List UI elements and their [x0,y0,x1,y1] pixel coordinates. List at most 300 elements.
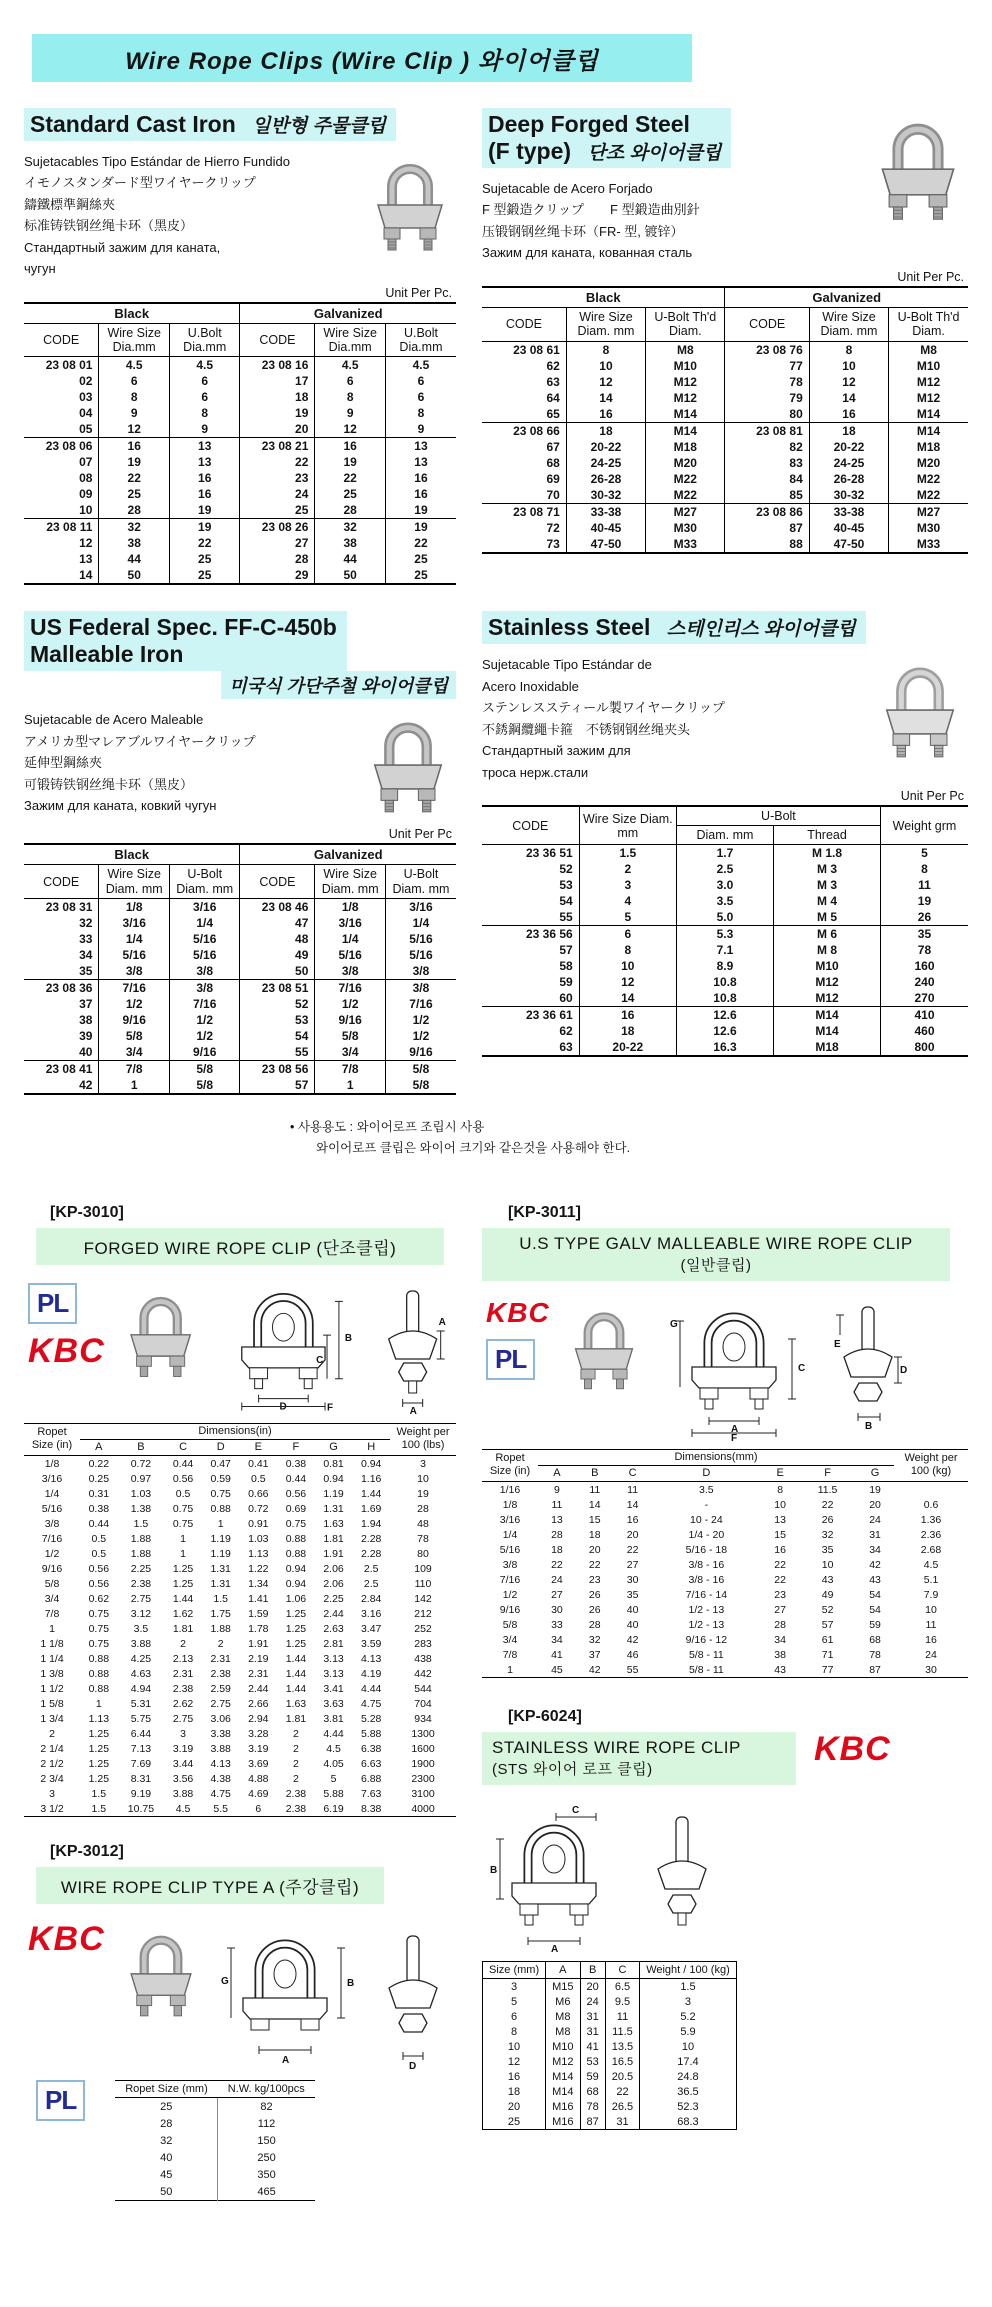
text-line: троса нерж.стали [482,764,589,780]
table-cell: 26 [880,909,968,926]
table-cell: 4.5 [169,357,240,374]
table-cell: 73 [546,536,560,551]
table-row [24,1077,456,1094]
kp-code-label: [KP-6024] [508,1708,582,1725]
table-row [24,1546,456,1561]
table-cell: 6 [579,926,676,943]
table-cell: 3 [49,1787,55,1800]
table-cell: 1.03 [248,1532,269,1545]
table-cell: 1/4 - 20 [688,1528,725,1541]
table-cell: 10.8 [676,974,773,990]
table-cell: 0.97 [130,1472,152,1485]
table-body [482,1482,968,1678]
table-cell: 3/16 [385,899,456,916]
table-cell: 9/16 [99,1012,170,1028]
table-cell: 5/16 [385,947,456,963]
table-cell: 24-25 [566,455,645,471]
table-cell: M15 [546,1979,580,1995]
table-cell: 1.91 [323,1547,344,1560]
row-bottom [24,1186,968,2201]
table-cell: 26-28 [809,471,888,487]
table-cell: 1900 [411,1757,435,1770]
dim-letter: D [202,1439,240,1455]
table-cell: 32 [588,1633,601,1646]
table-cell: 18 [240,389,315,405]
table-cell: 24 [240,486,315,502]
table-cell: 3.56 [172,1772,194,1785]
col-header-ubolt: U-Bolt [676,806,880,826]
table-cell: 1 [217,1517,224,1530]
table-cell: 55 [559,910,573,924]
table-cell: 10 [579,958,676,974]
table-head [483,1962,737,1979]
section-kp3010 [24,1204,456,1817]
table-cell: M22 [646,471,725,487]
table-cell: M 5 [774,909,881,926]
dim-letter: H [352,1439,390,1455]
table-cell: 1.88 [130,1532,152,1545]
table-cell: M 4 [774,893,881,909]
col-header: U-Bolt Diam. mm [385,865,456,899]
table-cell: 38 [79,1013,93,1028]
table-cell: 38 [99,535,170,551]
table-row [24,1711,456,1726]
table-cell: 32 [315,519,386,536]
table-row [483,2099,737,2114]
table-cell: 16 [315,438,386,455]
col-header: U-Bolt Th'd Diam. [889,307,968,341]
table-cell: 1.36 [920,1513,942,1526]
table-cell: 68 [546,455,560,470]
text-line: 标准铸铁钢丝绳卡环（黑皮） [24,218,194,234]
table-row [482,358,968,374]
table-cell: 2.84 [360,1592,382,1605]
dim-label: F [326,1402,334,1414]
table-cell: 1.25 [285,1622,307,1635]
table-cell: 20 [626,1528,639,1541]
table-row [482,471,968,487]
table-cell: 16 [169,470,240,486]
section-title-ko: 미국식 가단주철 와이어클립 [221,671,456,699]
table-cell: 23 08 16 [240,357,315,374]
table-row [482,406,968,423]
table-cell: 24 [551,1573,563,1586]
table-cell: 68.3 [640,2114,737,2130]
table-row [24,470,456,486]
unit-label: Unit Per Pc [388,827,452,842]
table-cell: 3/16 [99,915,170,931]
table-cell: 3.13 [323,1652,344,1665]
table-cell: 25 [169,551,240,567]
table-cell: 7/8 [99,1061,170,1078]
col-header: U.Bolt Dia.mm [169,323,240,357]
table-cell: 19 [99,454,170,470]
col-header: Wire Size Dia.mm [99,323,170,357]
table-cell: 12.6 [676,1007,773,1024]
table-cell: 9/16 - 12 [685,1633,728,1646]
table-cell: 3.13 [323,1667,344,1680]
stainless-steel-table [482,805,968,1057]
table-cell: 0.66 [248,1487,269,1500]
kp3011-figures [486,1296,964,1441]
text-line: アメリカ型マレアブルワイヤークリップ [24,733,256,749]
table-cell: 12 [507,2055,521,2068]
table-cell: 3.19 [172,1742,194,1755]
dimension-diagram-front [217,1922,367,2072]
table-cell: 1/2 [99,996,170,1012]
dim-label: D [408,2061,416,2072]
table-cell: 69 [546,471,560,486]
table-cell: 8.9 [676,958,773,974]
table-cell: 12 [579,974,676,990]
table-row [24,1061,456,1078]
table-cell: 16 [809,406,888,423]
table-cell: 24 [925,1648,937,1661]
table-row [482,893,968,909]
dim-label: B [490,1865,498,1876]
table-row [24,1591,456,1606]
table-row [24,1516,456,1531]
table-cell: 23 08 61 [513,342,560,357]
table-cell: 1/8 [99,899,170,916]
table-cell: 5/16 [99,947,170,963]
table-row [24,551,456,567]
table-row [115,2115,315,2132]
table-cell: 5.9 [640,2024,737,2039]
table-cell: 10 [507,2040,521,2053]
table-cell: 59 [559,975,573,989]
table-cell: 3.06 [210,1712,231,1725]
dim-letter: C [164,1439,202,1455]
table-row [482,861,968,877]
table-cell: 5 [579,909,676,926]
table-cell: 5.0 [676,909,773,926]
table-cell: 0.75 [210,1487,231,1500]
text-line: Sujetacable de Acero Forjado [482,181,653,196]
table-cell: 1.5 [133,1517,149,1530]
dim-letter: C [614,1465,652,1481]
table-cell: 10 [79,503,93,518]
table-cell: 18 [579,1023,676,1039]
table-row [24,1028,456,1044]
table-cell: 20 [240,421,315,438]
table-row [482,439,968,455]
table-row [482,990,968,1007]
table-cell: 38 [774,1648,786,1661]
table-cell: 1.81 [323,1532,344,1545]
dim-letter: A [538,1465,576,1481]
table-cell: 3/4 [99,1044,170,1061]
table-body [115,2098,315,2201]
dim-label: C [797,1362,805,1374]
table-cell: 2.31 [248,1667,269,1680]
section-title-ko: 일반형 주물클립 [252,116,386,137]
table-cell: 9 [169,421,240,438]
table-cell: 544 [414,1682,432,1695]
table-cell: 0.75 [172,1517,194,1530]
table-cell: 7/16 - 14 [685,1588,728,1601]
section-description [482,654,968,783]
table-cell: 3 [180,1727,186,1740]
dim-letter: E [239,1439,277,1455]
pl-logo [28,1283,77,1324]
table-row [482,1602,968,1617]
table-cell: 0.88 [285,1532,307,1545]
table-cell: 0.88 [210,1502,231,1515]
table-cell: 16 [579,1007,676,1024]
table-cell: 12 [79,536,93,551]
kp-code-label: [KP-3011] [508,1203,581,1221]
table-cell: 0.56 [88,1562,110,1575]
table-cell: 22 [588,1558,601,1571]
table-cell: 1.88 [210,1622,231,1635]
table-cell: 6.5 [605,1979,639,1995]
table-cell: 5/16 [169,931,240,947]
table-cell: 270 [880,990,968,1007]
table-cell: 2 [579,861,676,877]
table-cell: M 6 [774,926,881,943]
table-cell: 8 [99,389,170,405]
table-cell: 31 [580,2009,605,2024]
table-row [482,1039,968,1056]
table-body [482,845,968,1057]
table-cell: 0.75 [285,1517,307,1530]
table-row [24,421,456,438]
table-cell: 1.25 [172,1562,194,1575]
dim-label: A [551,1944,559,1953]
table-row [482,1023,968,1039]
table-cell: 45 [160,2168,173,2181]
table-row [482,958,968,974]
col-header-size: Ropet Size (in) [482,1449,538,1481]
table-row [482,503,968,520]
table-cell: 5.5 [213,1802,228,1815]
table-cell: 1.13 [88,1712,110,1725]
table-cell: 1.63 [285,1697,307,1710]
table-cell: 14 [809,390,888,406]
section-title-en: Standard Cast Iron [30,111,236,137]
table-cell: 2 [293,1742,299,1755]
table-cell: 1.25 [88,1757,110,1770]
table-cell: 23 08 31 [45,900,93,915]
table-cell: 3/8 [99,963,170,980]
table-cell: 410 [880,1007,968,1024]
table-cell: 3.38 [210,1727,231,1740]
table-cell: 42 [588,1663,601,1676]
table-cell: 1.34 [248,1577,269,1590]
text-line: Стандартный зажим для каната, [24,239,221,255]
table-cell: 6.19 [323,1802,344,1815]
table-row [482,1497,968,1512]
table-cell: 11 [880,877,968,893]
table-cell: 1.94 [360,1517,382,1530]
table-cell: 52 [559,862,573,876]
table-cell: 25 [315,486,386,502]
table-cell: 0.88 [88,1652,110,1665]
section-title-en: US Federal Spec. FF-C-450b [30,614,337,641]
table-cell: 84 [725,471,809,487]
table-cell: 0.81 [323,1457,344,1470]
table-cell: 3.28 [248,1727,269,1740]
table-cell: 2.81 [323,1637,344,1650]
table-cell: 9 [385,421,456,438]
wire-clip-photo [872,654,968,762]
table-cell: 1.44 [285,1652,307,1665]
text-line: イモノスタンダード型ワイヤークリップ [24,175,256,191]
table-row [24,899,456,916]
table-cell: M12 [546,2054,580,2069]
table-cell: M10 [774,958,881,974]
table-cell: 5 [880,845,968,862]
table-row [482,1572,968,1587]
table-row [482,1512,968,1527]
dim-label: A [438,1316,446,1328]
table-cell: 704 [414,1697,432,1710]
table-cell: 52 [240,996,315,1012]
table-cell: 9 [554,1483,560,1496]
table-cell: 19 [417,1487,429,1500]
table-cell: 2.75 [130,1592,152,1605]
table-row [24,1012,456,1028]
table-cell: 0.94 [285,1562,307,1575]
table-row [24,502,456,519]
table-cell: 3 [510,1980,518,1993]
table-cell: 6.38 [360,1742,382,1755]
table-cell: 1.81 [172,1622,194,1635]
col-header: CODE [240,323,315,357]
table-row [483,2069,737,2084]
text-line: Sujetacable de Acero Maleable [24,712,204,728]
col-header: CODE [482,307,566,341]
table-cell: 77 [821,1663,834,1676]
table-cell: 1/8 [315,899,386,916]
table-row [483,2039,737,2054]
dim-letter: F [277,1439,315,1455]
table-row [482,845,968,862]
table-head [24,1423,456,1455]
table-cell: 3.16 [360,1607,382,1620]
table-cell: 2.59 [210,1682,231,1695]
table-cell: 0.75 [88,1637,110,1650]
table-cell: 2.75 [210,1697,231,1710]
table-cell: 22 [240,454,315,470]
table-cell: 3/4 [502,1633,518,1646]
table-cell: 5/16 [499,1543,521,1556]
table-cell: 1.19 [323,1487,344,1500]
page-title-banner: Wire Rope Clips (Wire Clip ) 와이어클립 [32,34,692,82]
table-cell: 4.25 [130,1652,152,1665]
table-cell: 40 [79,1045,93,1060]
table-cell: 0.72 [130,1457,152,1470]
table-cell: 1/8 [44,1457,60,1470]
text-line: Зажим для каната, кованная сталь [482,245,693,261]
table-cell: 0.88 [285,1547,307,1560]
table-cell: 30 [925,1663,937,1676]
table-cell: 23 08 21 [240,438,315,455]
section-title-en: Stainless Steel [488,614,651,641]
section-kp3012 [24,1843,456,2201]
table-cell: 1.88 [130,1547,152,1560]
table-row [115,2132,315,2149]
table-cell: 0.62 [88,1592,110,1605]
table-cell: 19 [169,519,240,536]
table-cell: 26-28 [566,471,645,487]
table-cell: 5/16 [385,931,456,947]
table-cell: 1.63 [323,1517,344,1530]
table-cell: 11 [589,1483,601,1496]
table-cell: 2.5 [363,1577,379,1590]
table-cell: 54 [559,894,573,908]
table-cell: 09 [79,487,93,502]
group-header-black: Black [24,303,240,324]
table-cell: 23 08 06 [24,438,99,455]
row-middle [24,611,968,1095]
table-cell: 5/16 [41,1502,63,1515]
table-cell: 0.41 [248,1457,269,1470]
table-cell: 48 [417,1517,429,1530]
table-row [482,422,968,439]
section-title-en2: (F type) [488,138,572,164]
table-cell: 19 [385,502,456,519]
table-cell: 3/16 [499,1513,521,1526]
unit-label: Unit Per Pc. [897,269,964,284]
table-cell: 25 [169,567,240,584]
table-cell: 46 [626,1648,639,1661]
table-cell: 1.5 [213,1592,228,1605]
table-cell: 54 [869,1603,881,1616]
table-cell: 110 [414,1577,432,1590]
table-cell: 0.75 [88,1607,110,1620]
table-cell: 9/16 [41,1562,63,1575]
table-cell: 50 [315,567,386,584]
table-cell: 4.5 [99,357,170,374]
kbc-logo: KBC [486,1296,550,1328]
table-cell: 1 [315,1077,386,1094]
table-row [24,915,456,931]
table-cell: 43 [821,1573,834,1586]
text-line: 压锻钢钢丝绳卡环（FR- 型, 镀锌） [482,223,684,239]
section-title [482,108,731,168]
table-cell: 0.5 [91,1547,107,1560]
table-cell: 58 [559,959,573,973]
table-cell: 8 [385,405,456,421]
table-cell: 61 [821,1633,834,1646]
table-cell: 1.31 [323,1502,344,1515]
table-cell: 3/8 [385,980,456,997]
table-cell: 5/16 - 18 [685,1543,728,1556]
table-cell: 1.25 [172,1577,194,1590]
table-cell: M 8 [774,942,881,958]
section-us-federal [24,611,456,1095]
table-cell: 2.25 [130,1562,152,1575]
kbc-logo: KBC [28,1920,105,1958]
table-cell: M 1.8 [774,845,881,862]
section-kp6024 [482,1708,968,2130]
table-cell: 3.63 [323,1697,344,1710]
table-cell: 5/8 - 11 [688,1648,724,1661]
table-cell: 934 [414,1712,432,1725]
table-cell: 2.28 [360,1547,382,1560]
table-cell: 800 [880,1039,968,1056]
deep-forged-steel-table [482,286,968,554]
dim-label: E [833,1338,841,1350]
table-cell: 3/16 [315,915,386,931]
table-cell: 7/16 [499,1573,521,1586]
table-cell: 2.44 [323,1607,344,1620]
kp3012-table [115,2080,315,2201]
table-cell: 42 [626,1633,639,1646]
table-row [482,1662,968,1678]
